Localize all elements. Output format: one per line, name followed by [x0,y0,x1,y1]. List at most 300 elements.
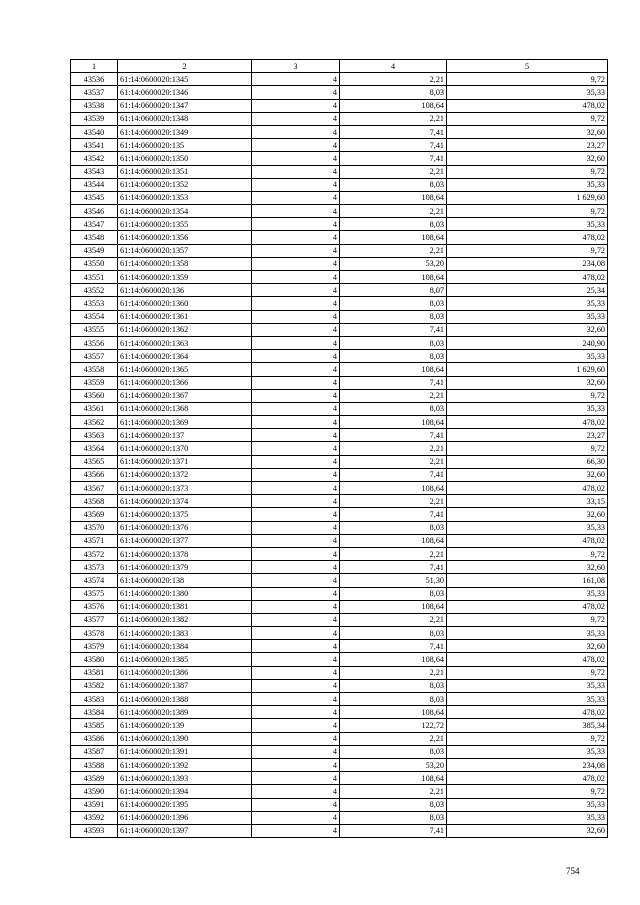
table-cell: 61:14:0600020:1361 [118,310,252,323]
table-cell: 61:14:0600020:1356 [118,231,252,244]
table-row [71,574,608,587]
table-row [71,534,608,547]
table-cell: 61:14:0600020:1397 [118,824,252,837]
table-cell: 43556 [71,336,118,349]
table-cell: 4 [252,495,340,508]
table-cell: 7,41 [340,376,447,389]
table-row [71,706,608,719]
table-cell: 4 [252,73,340,86]
table-cell: 478,02 [447,231,608,244]
table-cell: 2,21 [340,389,447,402]
table-row [71,336,608,349]
table-cell: 61:14:0600020:1359 [118,271,252,284]
table-cell: 35,33 [447,350,608,363]
table-cell: 53,20 [340,257,447,270]
table-cell: 2,21 [340,495,447,508]
table-row [71,363,608,376]
table-cell: 43577 [71,613,118,626]
table-cell: 478,02 [447,653,608,666]
table-row [71,758,608,771]
table-cell: 61:14:0600020:1385 [118,653,252,666]
table-cell: 43567 [71,482,118,495]
table-cell: 61:14:0600020:1390 [118,732,252,745]
table-row [71,455,608,468]
table-cell: 43537 [71,86,118,99]
table-cell: 478,02 [447,600,608,613]
table-cell: 8,03 [340,798,447,811]
table-cell: 61:14:0600020:1389 [118,706,252,719]
table-row [71,416,608,429]
table-cell: 43587 [71,745,118,758]
table-cell: 2,21 [340,205,447,218]
table-cell: 4 [252,336,340,349]
table-cell: 61:14:0600020:1358 [118,257,252,270]
table-cell: 35,33 [447,587,608,600]
table-cell: 4 [252,455,340,468]
table-cell: 43592 [71,811,118,824]
table-cell: 8,03 [340,745,447,758]
table-cell: 35,33 [447,178,608,191]
table-cell: 9,72 [447,442,608,455]
table-cell: 61:14:0600020:1376 [118,521,252,534]
table-cell: 43582 [71,679,118,692]
table-cell: 43540 [71,125,118,138]
table-cell: 61:14:0600020:1366 [118,376,252,389]
table-cell: 8,03 [340,587,447,600]
table-cell: 108,64 [340,772,447,785]
table-cell: 4 [252,363,340,376]
table-cell: 9,72 [447,785,608,798]
table-cell: 61:14:0600020:138 [118,574,252,587]
table-row [71,666,608,679]
table-cell: 43552 [71,284,118,297]
table-cell: 4 [252,798,340,811]
table-row [71,271,608,284]
table-row [71,561,608,574]
table-cell: 2,21 [340,785,447,798]
table-cell: 161,08 [447,574,608,587]
table-row [71,231,608,244]
table-cell: 43585 [71,719,118,732]
table-cell: 43579 [71,640,118,653]
table-cell: 43588 [71,758,118,771]
table-cell: 4 [252,416,340,429]
table-cell: 2,21 [340,244,447,257]
table-cell: 25,34 [447,284,608,297]
table-cell: 43562 [71,416,118,429]
table-cell: 43563 [71,429,118,442]
table-cell: 32,60 [447,152,608,165]
table-cell: 61:14:0600020:1380 [118,587,252,600]
table-cell: 61:14:0600020:1391 [118,745,252,758]
table-cell: 4 [252,244,340,257]
table-cell: 32,60 [447,561,608,574]
table-cell: 43541 [71,139,118,152]
table-cell: 4 [252,231,340,244]
table-cell: 43586 [71,732,118,745]
table-cell: 61:14:0600020:1387 [118,679,252,692]
table-cell: 4 [252,561,340,574]
table-cell: 43580 [71,653,118,666]
table-row [71,205,608,218]
table-cell: 61:14:0600020:1393 [118,772,252,785]
table-cell: 7,41 [340,561,447,574]
table-cell: 61:14:0600020:1351 [118,165,252,178]
table-body [71,73,608,838]
table-cell: 8,03 [340,218,447,231]
table-row [71,798,608,811]
table-cell: 61:14:0600020:1379 [118,561,252,574]
column-header: 5 [447,60,608,73]
table-row [71,653,608,666]
table-cell: 2,21 [340,666,447,679]
table-cell: 61:14:0600020:1345 [118,73,252,86]
table-cell: 43590 [71,785,118,798]
table-row [71,139,608,152]
table-cell: 4 [252,666,340,679]
table-cell: 43539 [71,112,118,125]
table-row [71,112,608,125]
table-cell: 61:14:0600020:1388 [118,693,252,706]
table-cell: 4 [252,218,340,231]
table-cell: 61:14:0600020:1362 [118,323,252,336]
table-cell: 4 [252,86,340,99]
table-cell: 35,33 [447,402,608,415]
table-cell: 43560 [71,389,118,402]
table-cell: 4 [252,772,340,785]
table-row [71,824,608,837]
table-cell: 43544 [71,178,118,191]
table-cell: 61:14:0600020:1352 [118,178,252,191]
table-cell: 234,08 [447,257,608,270]
table-cell: 4 [252,402,340,415]
table-cell: 7,41 [340,508,447,521]
table-cell: 7,41 [340,824,447,837]
table-row [71,350,608,363]
table-cell: 51,30 [340,574,447,587]
table-cell: 9,72 [447,389,608,402]
table-cell: 61:14:0600020:1372 [118,468,252,481]
table-cell: 122,72 [340,719,447,732]
table-cell: 32,60 [447,508,608,521]
table-row [71,429,608,442]
table-cell: 4 [252,693,340,706]
table-cell: 61:14:0600020:1347 [118,99,252,112]
table-cell: 23,27 [447,429,608,442]
table-cell: 9,72 [447,732,608,745]
table-cell: 2,21 [340,732,447,745]
table-cell: 7,41 [340,323,447,336]
table-cell: 7,41 [340,152,447,165]
table-row [71,587,608,600]
table-cell: 7,41 [340,640,447,653]
table-cell: 9,72 [447,547,608,560]
table-cell: 4 [252,257,340,270]
table-cell: 43550 [71,257,118,270]
table-row [71,547,608,560]
table-row [71,402,608,415]
header-row [71,60,608,73]
table-cell: 43568 [71,495,118,508]
table-cell: 43566 [71,468,118,481]
table-cell: 9,72 [447,205,608,218]
table-cell: 32,60 [447,640,608,653]
table-cell: 43570 [71,521,118,534]
page-number: 754 [566,866,580,876]
table-cell: 43573 [71,561,118,574]
table-cell: 43546 [71,205,118,218]
table-row [71,376,608,389]
table-row [71,152,608,165]
table-cell: 61:14:0600020:139 [118,719,252,732]
column-header: 2 [118,60,252,73]
table-cell: 9,72 [447,244,608,257]
column-header: 1 [71,60,118,73]
table-row [71,310,608,323]
table-cell: 61:14:0600020:1360 [118,297,252,310]
table-row [71,191,608,204]
table-cell: 61:14:0600020:1378 [118,547,252,560]
table-cell: 23,27 [447,139,608,152]
table-cell: 61:14:0600020:1371 [118,455,252,468]
column-header: 3 [252,60,340,73]
table-row [71,719,608,732]
table-row [71,284,608,297]
table-row [71,495,608,508]
table-cell: 108,64 [340,271,447,284]
table-cell: 32,60 [447,376,608,389]
table-row [71,640,608,653]
table-cell: 8,03 [340,310,447,323]
table-cell: 43543 [71,165,118,178]
table-cell: 32,60 [447,323,608,336]
table-cell: 8,03 [340,350,447,363]
table-cell: 61:14:0600020:1377 [118,534,252,547]
table-cell: 4 [252,706,340,719]
table-cell: 108,64 [340,706,447,719]
table-row [71,627,608,640]
table-cell: 43547 [71,218,118,231]
table-cell: 4 [252,600,340,613]
table-row [71,600,608,613]
table-cell: 35,33 [447,693,608,706]
table-cell: 61:14:0600020:1392 [118,758,252,771]
table-cell: 66,30 [447,455,608,468]
table-cell: 478,02 [447,482,608,495]
table-row [71,442,608,455]
table-cell: 61:14:0600020:1348 [118,112,252,125]
table-cell: 4 [252,205,340,218]
table-cell: 43551 [71,271,118,284]
table-cell: 4 [252,534,340,547]
table-cell: 43545 [71,191,118,204]
table-cell: 61:14:0600020:1381 [118,600,252,613]
table-cell: 108,64 [340,482,447,495]
table-cell: 478,02 [447,271,608,284]
table-cell: 4 [252,112,340,125]
table-cell: 35,33 [447,297,608,310]
table-cell: 478,02 [447,99,608,112]
table-cell: 4 [252,376,340,389]
table-cell: 61:14:0600020:1365 [118,363,252,376]
table-row [71,244,608,257]
table-cell: 61:14:0600020:1384 [118,640,252,653]
table-cell: 4 [252,732,340,745]
table-cell: 43553 [71,297,118,310]
table-cell: 43572 [71,547,118,560]
table-cell: 43575 [71,587,118,600]
table-cell: 61:14:0600020:1354 [118,205,252,218]
table-cell: 9,72 [447,613,608,626]
table-cell: 43536 [71,73,118,86]
table-row [71,521,608,534]
table-cell: 43583 [71,693,118,706]
table-cell: 4 [252,429,340,442]
table-cell: 240,90 [447,336,608,349]
table-cell: 7,41 [340,468,447,481]
table-cell: 2,21 [340,547,447,560]
table-row [71,811,608,824]
table-cell: 43574 [71,574,118,587]
table-row [71,613,608,626]
table-cell: 4 [252,323,340,336]
table-cell: 108,64 [340,99,447,112]
table-cell: 4 [252,679,340,692]
table-cell: 478,02 [447,534,608,547]
table-cell: 8,03 [340,336,447,349]
table-cell: 43561 [71,402,118,415]
table-cell: 7,41 [340,139,447,152]
table-cell: 61:14:0600020:1386 [118,666,252,679]
table-cell: 43584 [71,706,118,719]
table-cell: 8,03 [340,178,447,191]
table-cell: 4 [252,284,340,297]
table-cell: 2,21 [340,455,447,468]
table-cell: 4 [252,125,340,138]
table-cell: 35,33 [447,627,608,640]
table-cell: 9,72 [447,666,608,679]
table-cell: 4 [252,482,340,495]
table-row [71,125,608,138]
table-cell: 32,60 [447,125,608,138]
table-cell: 2,21 [340,165,447,178]
table-row [71,218,608,231]
data-table [70,59,608,838]
table-cell: 4 [252,719,340,732]
table-cell: 2,21 [340,112,447,125]
table-cell: 4 [252,547,340,560]
table-cell: 43538 [71,99,118,112]
table-cell: 61:14:0600020:1350 [118,152,252,165]
table-cell: 9,72 [447,112,608,125]
table-cell: 4 [252,350,340,363]
table-cell: 61:14:0600020:1382 [118,613,252,626]
table-cell: 8,03 [340,521,447,534]
table-cell: 7,41 [340,429,447,442]
table-row [71,99,608,112]
table-cell: 234,08 [447,758,608,771]
table-cell: 32,60 [447,824,608,837]
table-cell: 2,21 [340,442,447,455]
table-cell: 4 [252,508,340,521]
table-cell: 61:14:0600020:1355 [118,218,252,231]
table-row [71,323,608,336]
table-cell: 8,07 [340,284,447,297]
table-cell: 43542 [71,152,118,165]
table-cell: 35,33 [447,310,608,323]
table-row [71,389,608,402]
table-cell: 61:14:0600020:1367 [118,389,252,402]
table-row [71,693,608,706]
table-cell: 108,64 [340,534,447,547]
table-cell: 43559 [71,376,118,389]
table-cell: 43564 [71,442,118,455]
table-cell: 43581 [71,666,118,679]
table-row [71,165,608,178]
table-cell: 8,03 [340,679,447,692]
table-cell: 108,64 [340,416,447,429]
table-cell: 2,21 [340,613,447,626]
table-cell: 478,02 [447,706,608,719]
table-cell: 43569 [71,508,118,521]
table-cell: 61:14:0600020:1368 [118,402,252,415]
table-cell: 4 [252,640,340,653]
table-cell: 43557 [71,350,118,363]
table-cell: 35,33 [447,679,608,692]
table-cell: 61:14:0600020:137 [118,429,252,442]
table-cell: 43565 [71,455,118,468]
table-cell: 385,34 [447,719,608,732]
table-row [71,508,608,521]
table-cell: 8,03 [340,297,447,310]
table-row [71,772,608,785]
table-cell: 4 [252,653,340,666]
table-row [71,468,608,481]
table-cell: 61:14:0600020:1395 [118,798,252,811]
table-cell: 61:14:0600020:1370 [118,442,252,455]
table-cell: 8,03 [340,627,447,640]
table-cell: 4 [252,178,340,191]
table-row [71,732,608,745]
table-cell: 478,02 [447,772,608,785]
table-cell: 43548 [71,231,118,244]
table-cell: 4 [252,521,340,534]
table-cell: 1 629,60 [447,363,608,376]
table-cell: 4 [252,191,340,204]
table-cell: 43549 [71,244,118,257]
table-cell: 35,33 [447,218,608,231]
table-cell: 61:14:0600020:1357 [118,244,252,257]
table-cell: 43554 [71,310,118,323]
table-row [71,73,608,86]
table-cell: 61:14:0600020:1374 [118,495,252,508]
table-cell: 4 [252,627,340,640]
table-cell: 4 [252,271,340,284]
table-cell: 4 [252,389,340,402]
table-row [71,178,608,191]
table-cell: 4 [252,811,340,824]
table-row [71,482,608,495]
table-cell: 43571 [71,534,118,547]
table-cell: 61:14:0600020:1396 [118,811,252,824]
table-cell: 8,03 [340,86,447,99]
table-cell: 43578 [71,627,118,640]
table-cell: 43591 [71,798,118,811]
table-cell: 4 [252,297,340,310]
table-cell: 4 [252,310,340,323]
column-header: 4 [340,60,447,73]
table-cell: 478,02 [447,416,608,429]
